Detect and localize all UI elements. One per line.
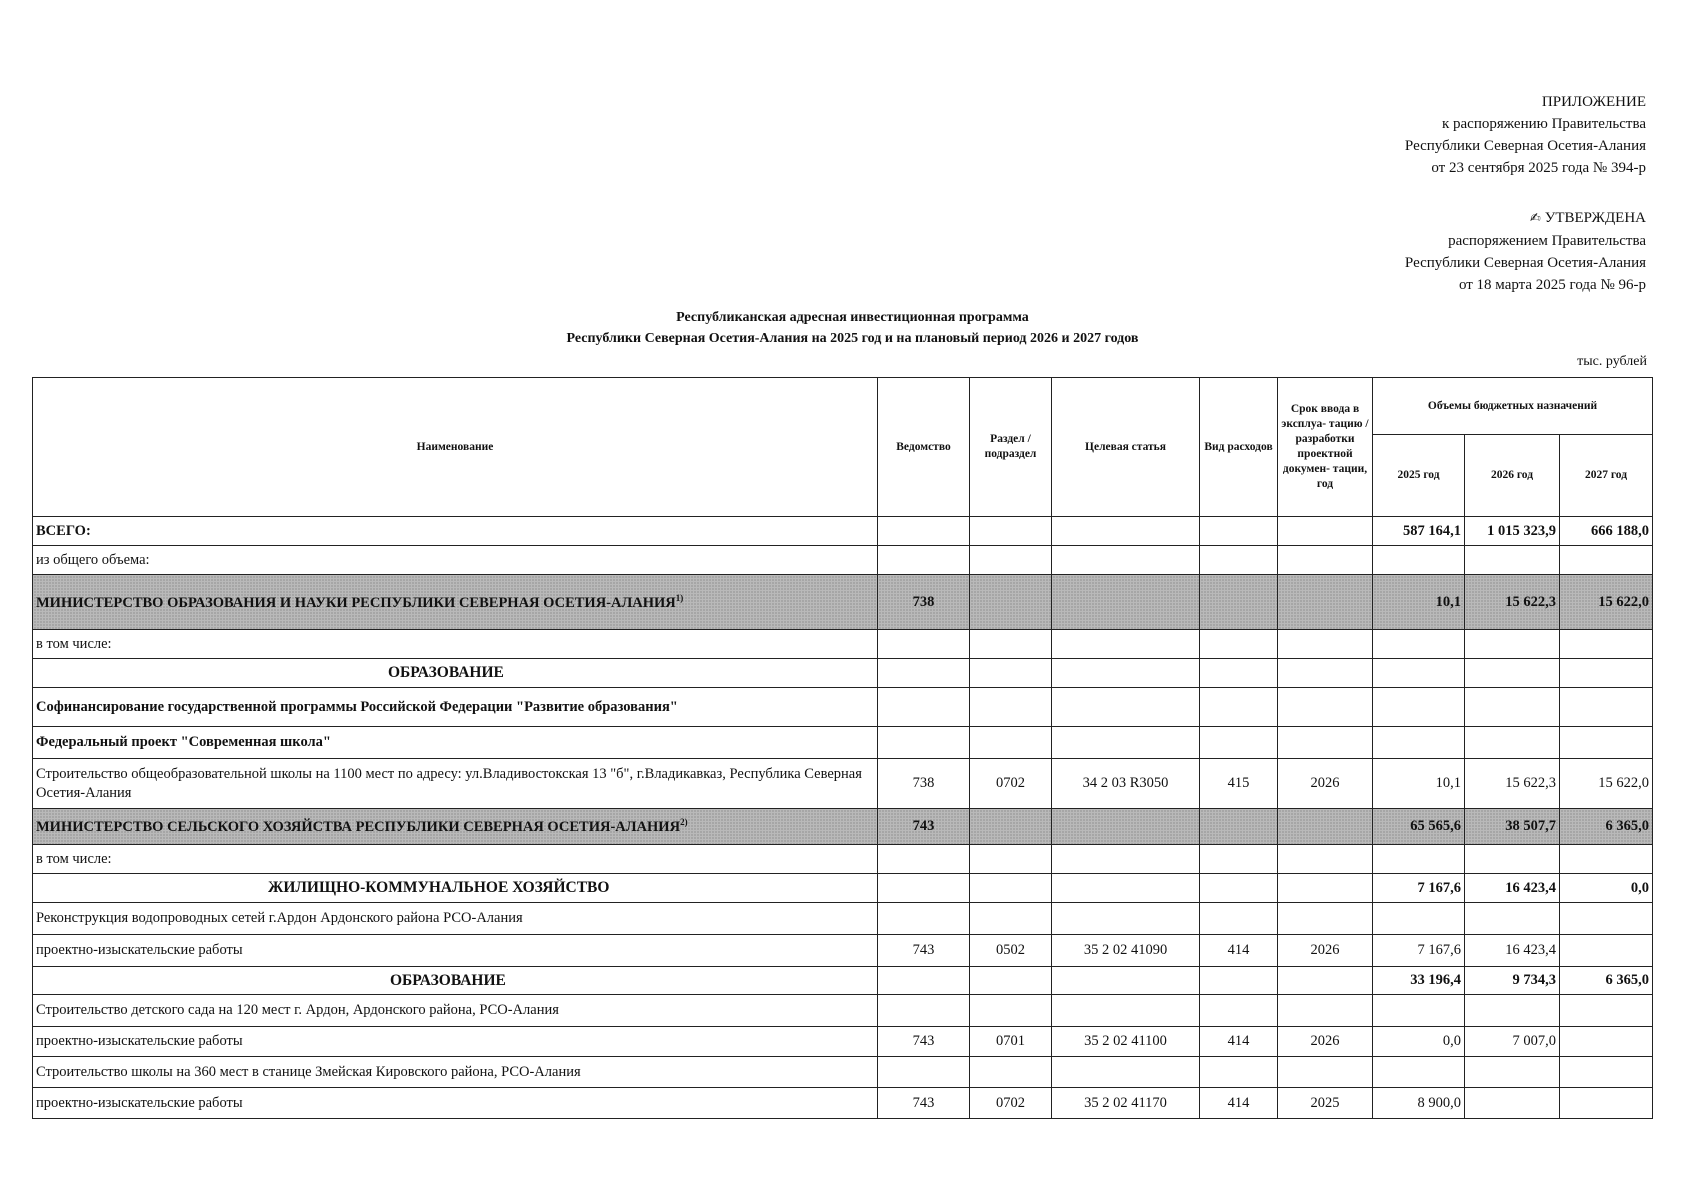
cell-2026: 15 622,3 [1465, 759, 1560, 809]
table-row [33, 995, 1653, 1027]
cell-target: 34 2 03 R3050 [1052, 759, 1200, 809]
cell-dept: 743 [878, 809, 970, 845]
cell-type: 414 [1200, 1027, 1278, 1057]
table-row-ministry [33, 575, 1653, 630]
header-2026: 2026 год [1465, 435, 1560, 517]
cell-dept: 743 [878, 1088, 970, 1119]
approved-block [1405, 207, 1646, 296]
header-term: Срок ввода в эксплуа- тацию / разработки проектной докумен- тации, год [1278, 378, 1373, 517]
row-name [33, 575, 878, 630]
row-name: Федеральный проект "Современная школа" [33, 727, 878, 759]
title-line-2: Республики Северная Осетия-Алания на 2025 год и на плановый период 2026 и 2027 годов [566, 331, 1139, 346]
approved-title: УТВЕРЖДЕНА [1544, 210, 1646, 226]
cell-2026: 16 423,4 [1465, 935, 1560, 967]
cell-target: 35 2 02 41170 [1052, 1088, 1200, 1119]
table-row [33, 845, 1653, 874]
approved-line: Республики Северная Осетия-Алания [1404, 255, 1646, 271]
investment-table [32, 377, 1653, 1119]
cell-target: 35 2 02 41100 [1052, 1027, 1200, 1057]
cell-2027: 15 622,0 [1560, 575, 1653, 630]
appendix-line: Республики Северная Осетия-Алания [1404, 138, 1646, 154]
cell-2027: 0,0 [1560, 874, 1653, 903]
cell-2025: 7 167,6 [1373, 874, 1465, 903]
row-name: Строительство школы на 360 мест в станице Змейская Кировского района, РСО-Алания [33, 1057, 878, 1088]
cell-2027: 6 365,0 [1560, 809, 1653, 845]
cell-term: 2026 [1278, 935, 1373, 967]
cell-dept: 743 [878, 935, 970, 967]
table-row-total [33, 517, 1653, 546]
units-label: тыс. рублей [1577, 354, 1647, 369]
table-row [33, 688, 1653, 727]
table-row [33, 1057, 1653, 1088]
table-row [33, 759, 1653, 809]
table-row [33, 630, 1653, 659]
cell-2025: 0,0 [1373, 1027, 1465, 1057]
table-row [33, 935, 1653, 967]
header-dept: Ведомство [878, 378, 970, 517]
cell-2027: 6 365,0 [1560, 967, 1653, 995]
appendix-block [1405, 91, 1646, 179]
approved-date: от 18 марта 2025 года № 96-р [1458, 277, 1646, 293]
table-row [33, 1027, 1653, 1057]
footnote-mark: 1) [675, 592, 684, 603]
handwritten-mark-icon: ✍ [1529, 211, 1541, 226]
cell-2025: 7 167,6 [1373, 935, 1465, 967]
row-name [33, 809, 878, 845]
header-2027: 2027 год [1560, 435, 1653, 517]
header-expense-type: Вид расходов [1200, 378, 1278, 517]
header-target: Целевая статья [1052, 378, 1200, 517]
cell-2025: 8 900,0 [1373, 1088, 1465, 1119]
row-name: Софинансирование государственной программы Российской Федерации "Развитие образования" [33, 688, 878, 727]
row-name: в том числе: [33, 630, 878, 659]
cell-2025: 10,1 [1373, 759, 1465, 809]
cell-2026: 16 423,4 [1465, 874, 1560, 903]
document-title [0, 307, 1685, 349]
table-row [33, 903, 1653, 935]
cell-type: 414 [1200, 1088, 1278, 1119]
table-row [33, 546, 1653, 575]
cell-dept: 738 [878, 759, 970, 809]
row-name: ВСЕГО: [33, 517, 878, 546]
title-line-1: Республиканская адресная инвестиционная программа [676, 310, 1029, 325]
row-name: в том числе: [33, 845, 878, 874]
cell-2026: 15 622,3 [1465, 575, 1560, 630]
cell-2025: 33 196,4 [1373, 967, 1465, 995]
row-name: проектно-изыскательские работы [33, 935, 878, 967]
header-section: Раздел / подраздел [970, 378, 1052, 517]
row-name: проектно-изыскательские работы [33, 1088, 878, 1119]
table-row-section [33, 967, 1653, 995]
row-name: из общего объема: [33, 546, 878, 575]
cell-2027 [1560, 1088, 1653, 1119]
cell-2026: 38 507,7 [1465, 809, 1560, 845]
cell-2027 [1560, 935, 1653, 967]
row-name: Строительство детского сада на 120 мест г. Ардон, Ардонского района, РСО-Алания [33, 995, 878, 1027]
cell-2026: 1 015 323,9 [1465, 517, 1560, 546]
row-name: ОБРАЗОВАНИЕ [33, 967, 878, 995]
header-volumes: Объемы бюджетных назначений [1373, 378, 1653, 435]
cell-2026: 7 007,0 [1465, 1027, 1560, 1057]
appendix-line: к распоряжению Правительства [1441, 116, 1646, 132]
cell-2025: 587 164,1 [1373, 517, 1465, 546]
cell-2027: 666 188,0 [1560, 517, 1653, 546]
cell-term: 2026 [1278, 1027, 1373, 1057]
approved-line: распоряжением Правительства [1448, 233, 1646, 249]
cell-section: 0702 [970, 1088, 1052, 1119]
cell-2025: 10,1 [1373, 575, 1465, 630]
cell-dept: 738 [878, 575, 970, 630]
table-row-section [33, 659, 1653, 688]
cell-term: 2026 [1278, 759, 1373, 809]
cell-target: 35 2 02 41090 [1052, 935, 1200, 967]
cell-2027 [1560, 1027, 1653, 1057]
table-row [33, 727, 1653, 759]
appendix-title: ПРИЛОЖЕНИЕ [1541, 94, 1646, 110]
footnote-mark: 2) [680, 817, 688, 828]
cell-2027: 15 622,0 [1560, 759, 1653, 809]
appendix-date: от 23 сентября 2025 года № 394-р [1431, 160, 1646, 176]
ministry-name: МИНИСТЕРСТВО ОБРАЗОВАНИЯ И НАУКИ РЕСПУБЛИКИ СЕВЕРНАЯ ОСЕТИЯ-АЛАНИЯ [36, 594, 676, 611]
row-name: ЖИЛИЩНО-КОММУНАЛЬНОЕ ХОЗЯЙСТВО [33, 874, 878, 903]
header-name: Наименование [33, 378, 878, 517]
table-row-ministry [33, 809, 1653, 845]
cell-2026: 9 734,3 [1465, 967, 1560, 995]
cell-section: 0502 [970, 935, 1052, 967]
row-name: Строительство общеобразовательной школы на 1100 мест по адресу: ул.Владивостокская 13 "б", г.Владикавказ, Республика Северная Осетия-Алания [33, 759, 878, 809]
cell-section: 0701 [970, 1027, 1052, 1057]
cell-type: 414 [1200, 935, 1278, 967]
table-row [33, 1088, 1653, 1119]
cell-2026 [1465, 1088, 1560, 1119]
row-name: проектно-изыскательские работы [33, 1027, 878, 1057]
ministry-name: МИНИСТЕРСТВО СЕЛЬСКОГО ХОЗЯЙСТВА РЕСПУБЛИКИ СЕВЕРНАЯ ОСЕТИЯ-АЛАНИЯ [36, 818, 681, 835]
cell-section: 0702 [970, 759, 1052, 809]
table-row-section [33, 874, 1653, 903]
cell-term: 2025 [1278, 1088, 1373, 1119]
cell-2025: 65 565,6 [1373, 809, 1465, 845]
row-name: ОБРАЗОВАНИЕ [33, 659, 878, 688]
header-2025: 2025 год [1373, 435, 1465, 517]
cell-dept: 743 [878, 1027, 970, 1057]
cell-type: 415 [1200, 759, 1278, 809]
row-name: Реконструкция водопроводных сетей г.Ардон Ардонского района РСО-Алания [33, 903, 878, 935]
